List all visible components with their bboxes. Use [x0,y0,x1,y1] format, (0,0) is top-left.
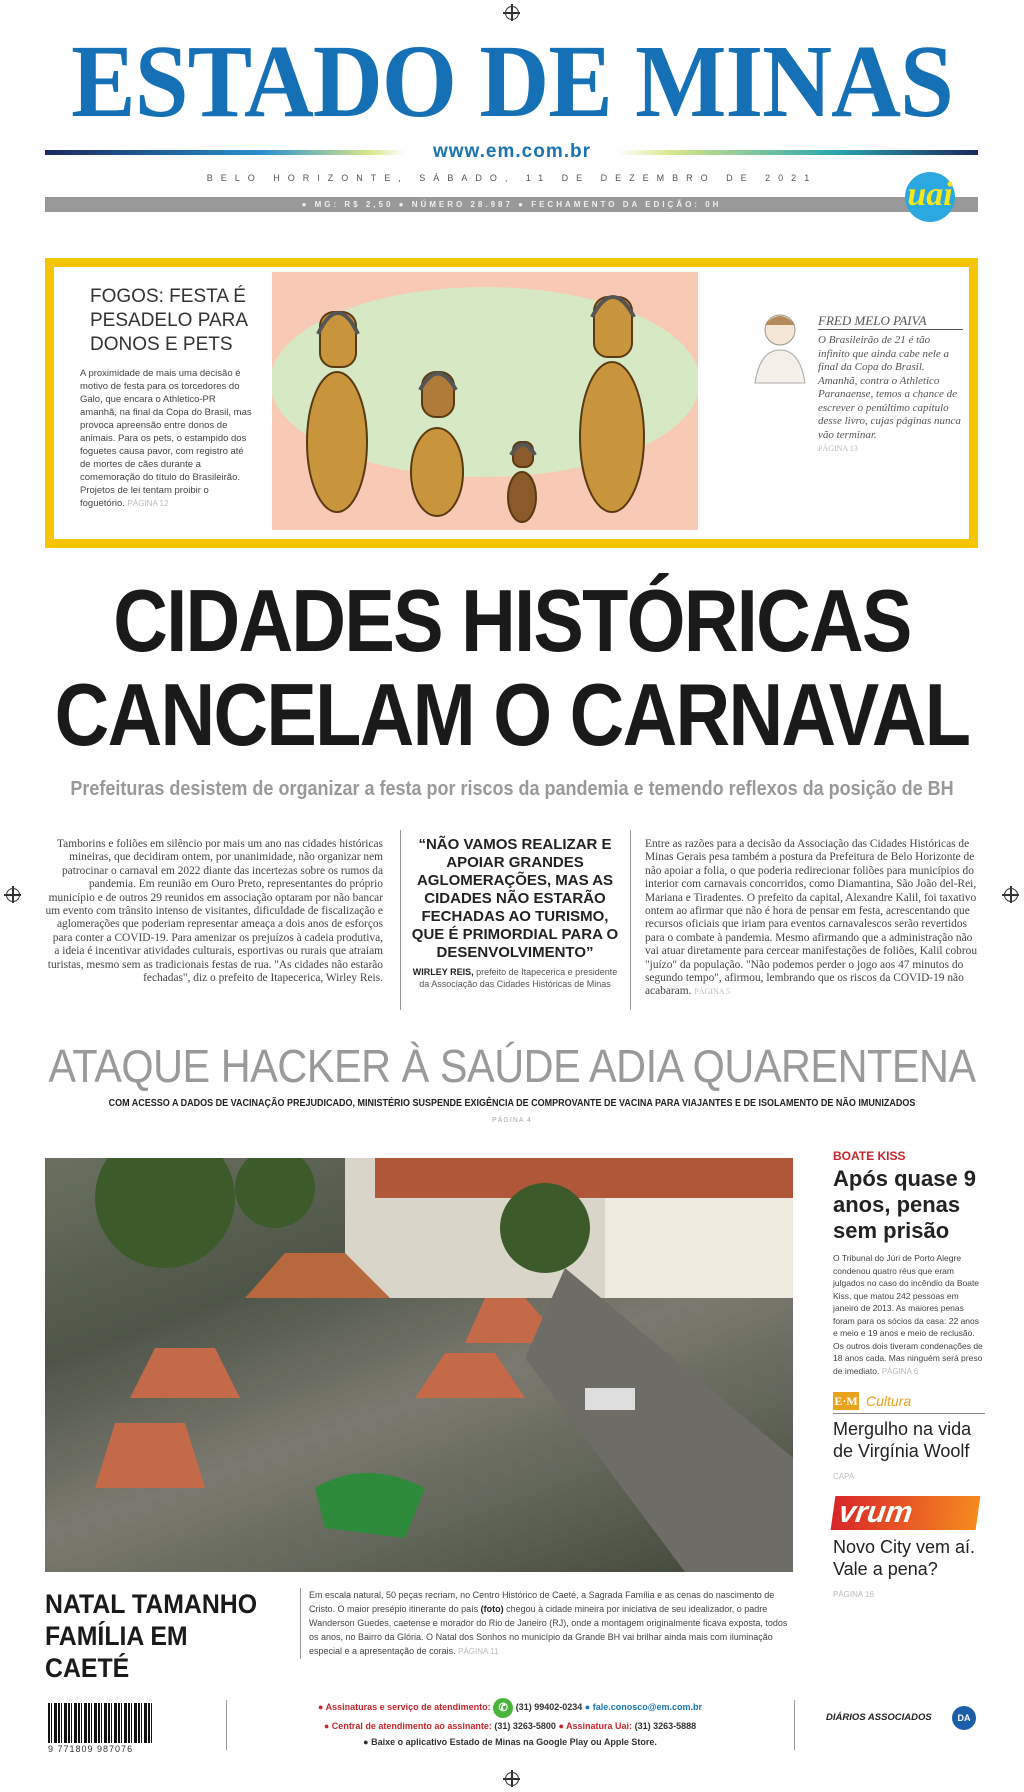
hacker-subheadline: COM ACESSO A DADOS DE VACINAÇÃO PREJUDICADO, MINISTÉRIO SUSPENDE EXIGÊNCIA DE COMPROVANTE DE VACINA PARA VIAJANTES E DE ISOLAMENTO DE NÃO IMUNIZADOS [108,1098,916,1109]
footer-divider [794,1700,795,1750]
nativity-scene-photo [45,1158,793,1572]
contact-email[interactable]: ● fale.conosco@em.com.br [584,1702,703,1712]
columnist-portrait [750,305,810,385]
main-column-3: Entre as razões para a decisão da Associação das Cidades Históricas de Minas Gerais pesa também a postura da Prefeitura de Belo Horizonte de não apoiar a folia, o que poderia redirecionar foliões para municípios do interior com carnavais concorridos, como Diamantina, São João del-Rei, Mariana e Tiradentes. O prefeito da capital, Alexandre Kalil, foi taxativo ontem ao afirmar que não é hora de pensar em festa, acrescentando que recursos oficiais que iriam para eventos carnavalescos serão revertidos para o combate à pandemia. Mesmo afirmando que a administração não vai atuar diretamente para cercear manifestações de foliões, Kalil cobrou "juízo" da população. "Não podemos perder o jogo aos 47 minutos do segundo tempo", afirmou, lembrando que os riscos da COVID-19 não acabaram. PÁGINA 5 [645,838,978,998]
registration-mark [1004,888,1018,902]
feature-text: A proximidade de mais uma decisão é motivo de festa para os torcedores do Galo, que encara o Athletico-PR amanhã, na final da Copa do Brasil, mas provoca apreensão entre donos de animais. Para os pets, o estampido dos foguetes causa pavor, com registro até de mortes de cães durante a comemoração do título do Brasileirão. Projetos de lei tentam proibir o foguetório. PÁGINA 12 [80,368,252,509]
barcode-number: 9 771809 987076 [48,1744,134,1754]
main-headline-line2[interactable]: CANCELAM O CARNAVAL [54,665,970,764]
columnist-name[interactable]: FRED MELO PAIVA [818,312,963,330]
natal-headline[interactable]: NATAL TAMANHO FAMÍLIA EM CAETÉ [45,1589,258,1683]
footer-contacts [236,1696,784,1750]
footer-central: ● Central de atendimento ao assinante: (31) 3263-5800 ● Assinatura Uai: (31) 3263-5888 [323,1721,697,1731]
column-divider [630,830,631,1010]
footer-subscriptions: ● Assinaturas e serviço de atendimento: ✆ (31) 99402-0234 ● fale.conosco@em.com.br [236,1696,784,1718]
column [818,312,963,456]
cultura-headline[interactable]: Mergulho na vida de Virgínia Woolf CAPA [833,1419,972,1481]
whatsapp-icon: ✆ [493,1698,513,1718]
vrum-headline[interactable]: Novo City vem aí. Vale a pena? PÁGINA 16 [833,1537,976,1599]
edition-info-bar: ● MG: R$ 2,50 ● NÚMERO 28.987 ● FECHAMENTO DA EDIÇÃO: 0H [45,197,978,212]
boate-kiss-headline[interactable]: Após quase 9 anos, penas sem prisão [833,1166,977,1243]
footer-divider [226,1700,227,1750]
uai-logo: uai [905,172,955,222]
feature-headline[interactable]: FOGOS: FESTA É PESADELO PARA DONOS E PETS [90,286,247,355]
feature-story [80,285,255,510]
column-text: O Brasileirão de 21 é tão infinito que ainda cabe nele a final da Copa do Brasil. Amanhã, contra o Athletico Paranaense, temos a chance de escrever o penúltimo capítulo desse livro, cujas páginas nunca vão terminar. PÁGINA 13 [818,334,961,453]
natal-text: Em escala natural, 50 peças recriam, no Centro Histórico de Caeté, a Sagrada Família e as cenas do nascimento de Cristo. O maior presépio itinerante do país (foto) chegou à cidade mineira por iniciativa de seu idealizador, o padre Wanderson Guedes, caetense e morador do Rio de Janeiro (RJ), onde a montagem originalmente ficava exposta, todos os anos, no Bairro da Glória. O Natal dos Sonhos no município da Grande BH vai brilhar ainda mais com iluminação especial e a apresentação de corais. PÁGINA 11 [300,1588,790,1659]
pull-quote: “NÃO VAMOS REALIZAR E APOIAR GRANDES AGLOMERAÇÕES, MAS AS CIDADES NÃO ESTARÃO FECHADAS AO TURISMO, QUE É PRIMORDIAL PARA O DESENVOLVIMENTO” [411,836,619,961]
boate-kiss-text: O Tribunal do Júri de Porto Alegre condenou quatro réus que eram julgados no caso do incêndio da Boate Kiss, que matou 242 pessoas em janeiro de 2013. As maiores penas foram para os sócios da casa: 22 anos e meio e 19 anos e meio de reclusão. Os outros dois tiveram condenações de 18 anos cada. Mas ninguém será preso de imediato. PÁGINA 6 [833,1253,983,1376]
dateline: BELO HORIZONTE, SÁBADO, 11 DE DEZEMBRO DE 2021 [206,173,818,183]
barcode [48,1703,153,1743]
vrum-logo: vrum [831,1496,981,1530]
em-badge: E·M [834,1394,858,1408]
quote-source: WIRLEY REIS, prefeito de Itapecerica e presidente da Associação das Cidades Históricas de Minas [412,967,618,989]
main-headline-line1[interactable]: CIDADES HISTÓRICAS [113,571,911,670]
registration-mark [505,1772,519,1786]
diarios-associados-logo: DA [952,1706,976,1730]
boate-kiss-kicker: BOATE KISS [833,1149,906,1163]
column-divider [400,830,401,1010]
right-sidebar [833,1148,985,1606]
pull-quote-box [410,836,620,990]
main-column-1: Tamborins e foliões em silêncio por mais um ano nas cidades históricas mineiras, que decidiram ontem, por unanimidade, não organizar nem patrocinar o carnaval em 2022 diante das incertezas sobre os rumos da pandemia. Em reunião em Ouro Preto, representantes do próprio município e de outros 29 reunidos em associação optaram por não bancar um evento com trânsito intenso de visitantes, dificuldade de fiscalização e aglomerações que poderiam representar ameaça a dois anos de esforços para conter a COVID-19. Para amenizar os prejuízos à cadeia produtiva, a ideia é incentivar atividades culturais, esportivas ou rurais que atraiam turistas, mesmo sem as tradicionais festas de rua. "As cidades não estarão fechadas", diz o prefeito de Itapecerica, Wirley Reis. [45,838,383,985]
site-url[interactable]: www.em.com.br [433,141,591,162]
publisher-name: DIÁRIOS ASSOCIADOS [826,1712,932,1723]
main-deck: Prefeituras desistem de organizar a festa por riscos da pandemia e temendo reflexos da posição de BH [70,778,954,800]
dogs-headphones-illustration [272,272,698,530]
registration-mark [6,888,20,902]
hacker-headline[interactable]: ATAQUE HACKER À SAÚDE ADIA QUARENTENA [48,1040,976,1092]
masthead-title: ESTADO DE MINAS [71,24,953,139]
footer-app: ● Baixe o aplicativo Estado de Minas na Google Play ou Apple Store. [363,1737,657,1747]
cultura-header [833,1392,985,1414]
hacker-page: PÁGINA 4 [492,1117,532,1124]
cultura-label: Cultura [866,1393,912,1409]
registration-mark [505,6,519,20]
